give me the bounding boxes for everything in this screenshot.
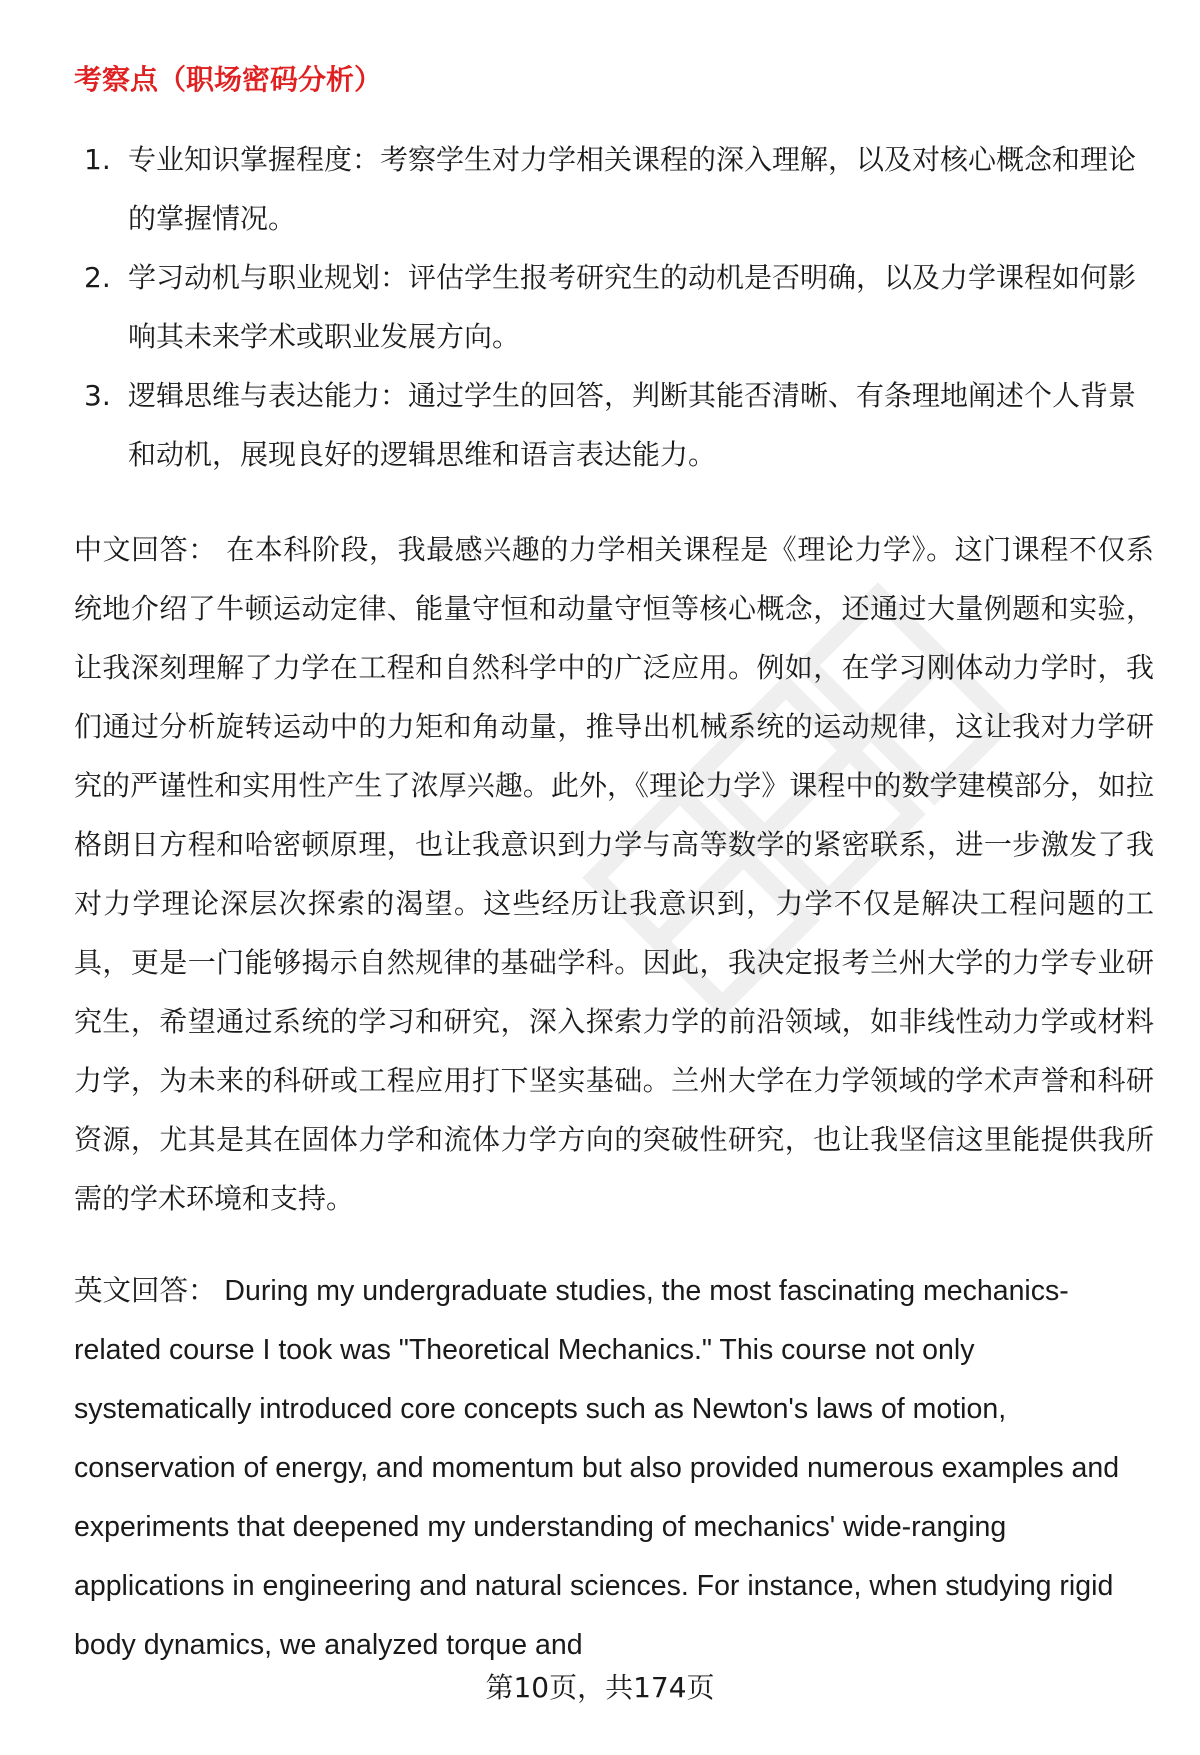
list-item-number: 1. <box>84 143 111 176</box>
list-item-number: 3. <box>84 379 111 412</box>
list-item <box>74 248 1144 366</box>
list-item <box>74 130 1144 248</box>
list-item <box>74 366 1144 484</box>
list-item-number: 2. <box>84 261 111 294</box>
list-item-text: 专业知识掌握程度：考察学生对力学相关课程的深入理解，以及对核心概念和理论的掌握情况。 <box>128 143 1137 235</box>
english-answer-paragraph: 英文回答： During my undergraduate studies, the most fascinating mechanics-related course I took was "Theoretical Mechanics." This course not only systematically introduced core concepts such as Newton's laws of motion, conservation of energy, and momentum but also provided numerous examples and experiments that deepened my understanding of mechanics' wide-ranging applications in engineering and natural sciences. For instance, when studying rigid body dynamics, we analyzed torque and <box>74 1275 1120 1661</box>
assessment-points-list <box>74 130 1144 484</box>
list-item-text: 逻辑思维与表达能力：通过学生的回答，判断其能否清晰、有条理地阐述个人背景和动机，展现良好的逻辑思维和语言表达能力。 <box>128 379 1137 471</box>
list-item-text: 学习动机与职业规划：评估学生报考研究生的动机是否明确，以及力学课程如何影响其未来学术或职业发展方向。 <box>128 261 1137 353</box>
page-number: 第10页，共174页 <box>485 1671 715 1704</box>
chinese-answer-paragraph: 中文回答： 在本科阶段，我最感兴趣的力学相关课程是《理论力学》。这门课程不仅系统地介绍了牛顿运动定律、能量守恒和动量守恒等核心概念，还通过大量例题和实验，让我深刻理解了力学在工程和自然科学中的广泛应用。例如，在学习刚体动力学时，我们通过分析旋转运动中的力矩和角动量，推导出机械系统的运动规律，这让我对力学研究的严谨性和实用性产生了浓厚兴趣。此外，《理论力学》课程中的数学建模部分，如拉格朗日方程和哈密顿原理，也让我意识到力学与高等数学的紧密联系，进一步激发了我对力学理论深层次探索的渴望。这些经历让我意识到，力学不仅是解决工程问题的工具，更是一门能够揭示自然规律的基础学科。因此，我决定报考兰州大学的力学专业研究生，希望通过系统的学习和研究，深入探索力学的前沿领域，如非线性动力学或材料力学，为未来的科研或工程应用打下坚实基础。兰州大学在力学领域的学术声誉和科研资源，尤其是其在固体力学和流体力学方向的突破性研究，也让我坚信这里能提供我所需的学术环境和支持。 <box>74 533 1154 1215</box>
section-title: 考察点（职场密码分析） <box>74 63 383 96</box>
